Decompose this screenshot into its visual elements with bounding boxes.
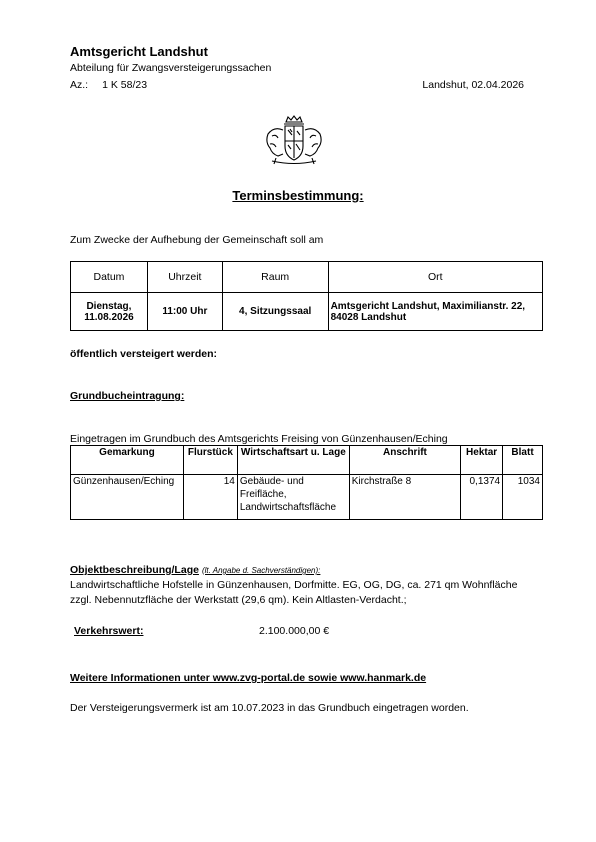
file-reference [70,79,147,91]
info-line: Weitere Informationen unter www.zvg-portal.de sowie www.hanmark.de [70,672,427,684]
table-row [71,475,543,520]
header-blatt: Blatt [503,446,543,475]
object-heading [70,564,320,576]
cell-gemarkung: Günzenhausen/Eching [71,475,184,520]
appointment-room: 4, Sitzungssaal [222,293,328,331]
object-note: (lt. Angabe d. Sachverständigen): [201,566,321,575]
header-datum: Datum [71,262,148,293]
table-header-row [71,446,543,475]
land-register-table [70,445,543,520]
court-name: Amtsgericht Landshut [70,44,208,59]
market-value-label: Verkehrswert: [74,625,144,637]
appointment-table [70,261,543,331]
appointment-weekday: Dienstag, [86,300,132,312]
header-wirtschaftsart: Wirtschaftsart u. Lage [237,446,349,475]
header-raum: Raum [222,262,328,293]
closing-note: Der Versteigerungsvermerk ist am 10.07.2023 in das Grundbuch eingetragen worden. [70,702,469,714]
place-date: Landshut, 02.04.2026 [422,79,524,91]
cell-flurstueck: 14 [183,475,237,520]
header-flurstueck: Flurstück [183,446,237,475]
table-row [71,293,543,331]
intro-text: Zum Zwecke der Aufhebung der Gemeinschaft soll am [70,234,324,246]
file-reference-number: 1 K 58/23 [102,79,148,91]
cell-blatt: 1034 [503,475,543,520]
cell-anschrift: Kirchstraße 8 [349,475,460,520]
header-uhrzeit: Uhrzeit [147,262,222,293]
cell-hektar: 0,1374 [461,475,503,520]
file-reference-label: Az.: [70,79,89,91]
appointment-time: 11:00 Uhr [147,293,222,331]
header-ort: Ort [328,262,542,293]
department: Abteilung für Zwangsversteigerungssachen [70,62,272,74]
header-hektar: Hektar [461,446,503,475]
bavarian-coat-of-arms-icon [262,114,326,168]
appointment-date [71,293,148,331]
market-value: 2.100.000,00 € [259,625,330,637]
land-register-heading: Grundbucheintragung: [70,390,185,402]
header-anschrift: Anschrift [349,446,460,475]
object-heading-text: Objektbeschreibung/Lage [70,564,199,576]
appointment-day: 11.08.2026 [84,311,134,323]
land-register-intro: Eingetragen im Grundbuch des Amtsgerichts Freising von Günzenhausen/Eching [70,433,448,445]
header-gemarkung: Gemarkung [71,446,184,475]
appointment-location: Amtsgericht Landshut, Maximilianstr. 22, 84028 Landshut [328,293,542,331]
object-description: Landwirtschaftliche Hofstelle in Günzenhausen, Dorfmitte. EG, OG, DG, ca. 271 qm Wohnfläche zzgl. Nebennutzfläche der Werkstatt (29,6 qm). Kein Altlasten-Verdacht.; [70,579,518,606]
table-header-row [71,262,543,293]
cell-wirtschaftsart: Gebäude- und Freifläche, Landwirtschaftsfläche [237,475,349,520]
auction-text: öffentlich versteigert werden: [70,348,218,360]
document-title: Terminsbestimmung: [232,188,364,203]
